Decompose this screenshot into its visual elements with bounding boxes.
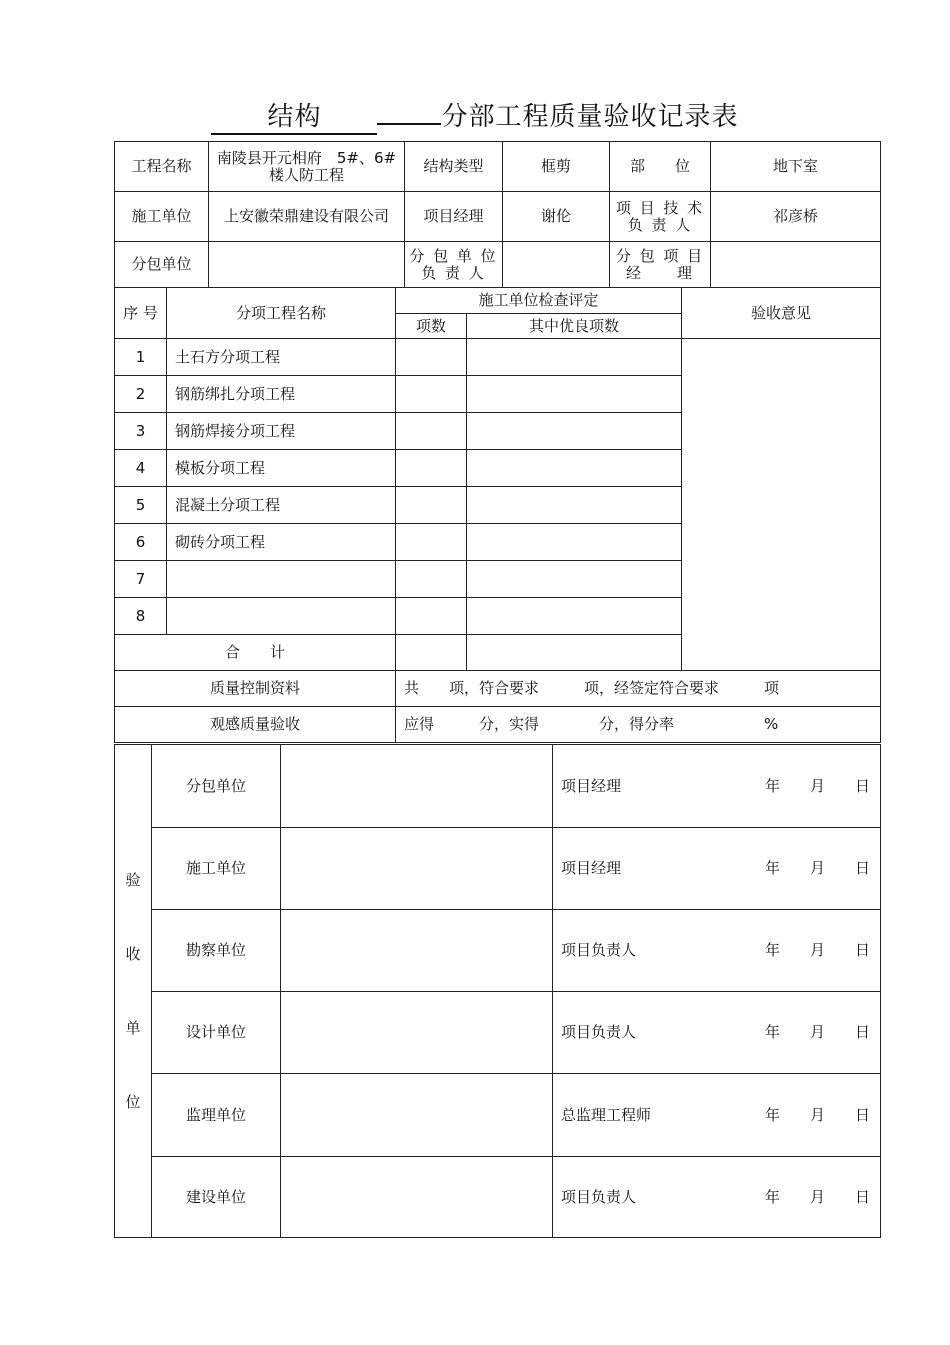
row-no: 3 bbox=[115, 413, 167, 450]
structure-type-label: 结构类型 bbox=[405, 142, 503, 192]
part-value: 地下室 bbox=[711, 142, 881, 192]
appearance-row bbox=[115, 707, 881, 743]
col-check-header: 施工单位检查评定 bbox=[396, 288, 682, 314]
col-seq-header: 序 号 bbox=[115, 288, 167, 339]
tech-lead-label: 项 目 技 术 负 责 人 bbox=[610, 192, 711, 242]
appearance-text: 应得 分，实得 分，得分率 % bbox=[396, 707, 881, 743]
total-count bbox=[396, 635, 467, 671]
items-table bbox=[114, 287, 881, 743]
appearance-label: 观感质量验收 bbox=[115, 707, 396, 743]
row-name: 钢筋焊接分项工程 bbox=[167, 413, 396, 450]
row-no: 7 bbox=[115, 561, 167, 598]
acceptance-table bbox=[114, 744, 881, 1238]
project-name-value: 南陵县开元相府 5#、6#楼人防工程 bbox=[209, 142, 405, 192]
col-opinion-header: 验收意见 bbox=[682, 288, 881, 339]
subcontractor-value bbox=[209, 242, 405, 288]
row-no: 8 bbox=[115, 598, 167, 635]
side-char: 收 bbox=[125, 945, 141, 963]
acceptance-row bbox=[115, 992, 881, 1074]
col-count-header: 项数 bbox=[396, 314, 467, 339]
pm-label: 项目经理 bbox=[405, 192, 503, 242]
title-underline-blank bbox=[377, 123, 441, 125]
contractor-label: 施工单位 bbox=[115, 192, 209, 242]
row-count bbox=[396, 339, 467, 376]
date-label: 年 月 日 bbox=[739, 992, 881, 1074]
project-name-label: 工程名称 bbox=[115, 142, 209, 192]
row-good bbox=[467, 450, 682, 487]
project-info-table bbox=[114, 141, 881, 288]
sub-pm-label: 分 包 项 目 经 理 bbox=[610, 242, 711, 288]
col-name-header: 分项工程名称 bbox=[167, 288, 396, 339]
total-good bbox=[467, 635, 682, 671]
row-name: 混凝土分项工程 bbox=[167, 487, 396, 524]
date-label: 年 月 日 bbox=[739, 828, 881, 910]
col-good-header: 其中优良项数 bbox=[467, 314, 682, 339]
role-label: 项目负责人 bbox=[553, 910, 739, 992]
side-char: 验 bbox=[125, 871, 141, 889]
acceptance-row bbox=[115, 745, 881, 828]
total-label: 合 计 bbox=[115, 635, 396, 671]
side-char: 单 bbox=[125, 1019, 141, 1037]
page-title bbox=[0, 96, 950, 135]
row-no: 2 bbox=[115, 376, 167, 413]
opinion-cell bbox=[682, 339, 881, 671]
row-good bbox=[467, 413, 682, 450]
signature-cell bbox=[281, 1157, 553, 1238]
date-label: 年 月 日 bbox=[739, 1074, 881, 1157]
unit-label: 设计单位 bbox=[152, 992, 281, 1074]
signature-cell bbox=[281, 745, 553, 828]
row-good bbox=[467, 598, 682, 635]
row-count bbox=[396, 450, 467, 487]
row-good bbox=[467, 487, 682, 524]
title-text: 分部工程质量验收记录表 bbox=[441, 102, 739, 132]
role-label: 项目经理 bbox=[553, 745, 739, 828]
contractor-value: 上安徽荣鼎建设有限公司 bbox=[209, 192, 405, 242]
part-label: 部 位 bbox=[610, 142, 711, 192]
tech-lead-value: 祁彦桥 bbox=[711, 192, 881, 242]
row-name bbox=[167, 598, 396, 635]
acceptance-row bbox=[115, 910, 881, 992]
row-count bbox=[396, 413, 467, 450]
acceptance-row bbox=[115, 828, 881, 910]
table-row bbox=[115, 339, 881, 376]
sub-lead-label: 分 包 单 位 负 责 人 bbox=[405, 242, 503, 288]
row-count bbox=[396, 524, 467, 561]
role-label: 项目经理 bbox=[553, 828, 739, 910]
sub-pm-value bbox=[711, 242, 881, 288]
acceptance-side-label bbox=[115, 745, 152, 1238]
row-count bbox=[396, 561, 467, 598]
row-count bbox=[396, 487, 467, 524]
unit-label: 勘察单位 bbox=[152, 910, 281, 992]
row-name: 钢筋绑扎分项工程 bbox=[167, 376, 396, 413]
row-no: 6 bbox=[115, 524, 167, 561]
quality-docs-row bbox=[115, 671, 881, 707]
side-char: 位 bbox=[125, 1093, 141, 1111]
role-label: 总监理工程师 bbox=[553, 1074, 739, 1157]
row-count bbox=[396, 376, 467, 413]
quality-docs-label: 质量控制资料 bbox=[115, 671, 396, 707]
row-no: 1 bbox=[115, 339, 167, 376]
acceptance-row bbox=[115, 1074, 881, 1157]
row-name: 模板分项工程 bbox=[167, 450, 396, 487]
signature-cell bbox=[281, 1074, 553, 1157]
role-label: 项目负责人 bbox=[553, 1157, 739, 1238]
unit-label: 建设单位 bbox=[152, 1157, 281, 1238]
acceptance-row bbox=[115, 1157, 881, 1238]
row-good bbox=[467, 339, 682, 376]
row-name: 砌砖分项工程 bbox=[167, 524, 396, 561]
row-count bbox=[396, 598, 467, 635]
row-good bbox=[467, 561, 682, 598]
title-structure-blank: 结构 bbox=[211, 101, 377, 135]
date-label: 年 月 日 bbox=[739, 910, 881, 992]
structure-type-value: 框剪 bbox=[503, 142, 610, 192]
row-good bbox=[467, 376, 682, 413]
unit-label: 施工单位 bbox=[152, 828, 281, 910]
row-good bbox=[467, 524, 682, 561]
pm-value: 谢伦 bbox=[503, 192, 610, 242]
sub-lead-value bbox=[503, 242, 610, 288]
role-label: 项目负责人 bbox=[553, 992, 739, 1074]
unit-label: 分包单位 bbox=[152, 745, 281, 828]
signature-cell bbox=[281, 828, 553, 910]
date-label: 年 月 日 bbox=[739, 745, 881, 828]
unit-label: 监理单位 bbox=[152, 1074, 281, 1157]
signature-cell bbox=[281, 992, 553, 1074]
date-label: 年 月 日 bbox=[739, 1157, 881, 1238]
signature-cell bbox=[281, 910, 553, 992]
row-name: 土石方分项工程 bbox=[167, 339, 396, 376]
subcontractor-label: 分包单位 bbox=[115, 242, 209, 288]
quality-docs-text: 共 项，符合要求 项，经签定符合要求 项 bbox=[396, 671, 881, 707]
row-name bbox=[167, 561, 396, 598]
row-no: 5 bbox=[115, 487, 167, 524]
row-no: 4 bbox=[115, 450, 167, 487]
